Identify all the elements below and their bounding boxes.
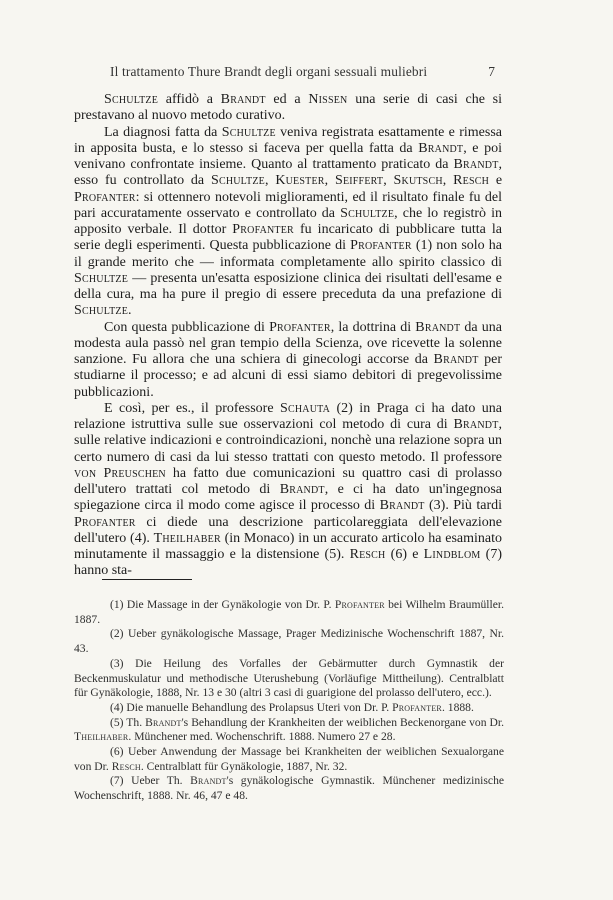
text-run: La diagnosi fatta da — [104, 124, 222, 140]
person-name: von Preuschen — [74, 465, 166, 481]
text-run: (3) Die Heilung des Vorfalles der Gebärmutter durch Gymnastik der Beckenmuskulatur und methodische Uterushebung (Vorläufige Mittheilung). Centralblatt für Gynäkologie, 1888, Nr. 13 e 30 (altri 3 casi di guarigione del prolasso dell'utero, ecc.). — [74, 656, 504, 700]
text-run: , — [264, 173, 276, 189]
main-text — [74, 92, 502, 580]
text-run: (4) Die manuelle Behandlung des Prolapsus Uteri von Dr. P. — [110, 700, 393, 714]
text-run: — presenta un'esatta esposizione clinica dei risultati dell'esame e della cura, ma ha pure il pregio di essere preceduta da una prefazione di — [74, 270, 502, 302]
text-run: , e poi venivano confrontate insieme. Quanto al trattamento praticato da — [74, 140, 502, 172]
person-name: Brandt — [220, 92, 266, 107]
footnote-4 — [74, 701, 504, 716]
text-run: ha fatto due comunicazioni su quattro casi di prolasso dell'utero trattati col metodo di — [74, 465, 502, 497]
person-name: Resch — [111, 759, 141, 773]
person-name: Schultze — [210, 173, 265, 189]
person-name: Skutsch — [393, 173, 443, 189]
footnote-1 — [74, 598, 504, 627]
person-name: Profanter — [74, 514, 136, 530]
running-title: Il trattamento Thure Brandt degli organi sessuali muliebri — [110, 64, 428, 79]
text-run: e — [489, 173, 503, 189]
person-name: Brandt — [145, 715, 182, 729]
person-name: Brandt — [379, 498, 425, 514]
text-run: (7) hanno sta- — [74, 547, 503, 579]
text-run: (7) Ueber Th. — [110, 774, 191, 788]
person-name: Profanter — [392, 700, 442, 714]
person-name: Resch — [349, 547, 386, 562]
text-run: da una modesta aula passò nel gran tempio della Scienza, ove ricevette la solenne sanzione. Fu allora che una schiera di ginecologi accorse da — [74, 319, 502, 367]
person-name: Schultze — [74, 303, 129, 319]
text-run: . Centralblatt für Gynäkologie, 1887, Nr. 32. — [140, 759, 348, 773]
footnote-3 — [74, 657, 504, 701]
text-run: 's Behandlung der Krankheiten der weiblichen Beckenorgane von Dr. — [181, 715, 504, 729]
text-run: , che lo registrò in apposito verbale. Il dottor — [74, 205, 502, 237]
text-run: (2) in Praga ci ha dato una relazione istruttiva sulle sue osservazioni col metodo di cura di — [74, 400, 503, 432]
person-name: Schultze — [221, 124, 276, 140]
footnote-5 — [74, 716, 504, 745]
text-run: . Münchener med. Wochenschrift. 1888. Numero 27 e 28. — [128, 730, 396, 744]
text-run: una serie di casi che si prestavano al nuovo metodo curativo. — [74, 92, 503, 124]
paragraph-1 — [74, 92, 502, 125]
text-run: : si ottennero notevoli miglioramenti, ed il risultato finale fu del pari accuratamente osservato e controllato da — [74, 189, 502, 221]
footnote-7 — [74, 774, 504, 803]
text-run: fu incaricato di pubblicare tutta la serie degli esperimenti. Questa pubblicazione di — [74, 222, 502, 254]
person-name: Nissen — [308, 92, 348, 107]
person-name: Lindblom — [423, 547, 481, 562]
text-run: ci diede una descrizione particolareggiata dell'elevazione dell'utero (4). — [74, 514, 502, 546]
footnote-6 — [74, 745, 504, 774]
text-run: , — [383, 173, 394, 189]
text-run: , sulle relative indicazioni e controindicazioni, nonchè una relazione sopra un certo numero di casi da lui stesso trattati con questo metodo. Il professore — [74, 417, 502, 465]
person-name: Brandt — [415, 319, 461, 335]
text-run: , e ci ha dato un'ingegnosa spiegazione circa il modo come agisce il processo di — [74, 482, 502, 514]
footnote-2 — [74, 627, 504, 656]
person-name: Profanter — [232, 222, 294, 237]
text-run: 's gynäkologische Gymnastik. Münchener medizinische Wochenschrift, 1888. Nr. 46, 47 e 48. — [74, 774, 505, 803]
paragraph-4 — [74, 401, 502, 580]
text-run: (2) Ueber gynäkologische Massage, Prager Medizinische Wochenschrift 1887, Nr. 43. — [74, 627, 504, 656]
person-name: Profanter — [350, 238, 412, 254]
text-run: , esso fu controllato da — [74, 157, 502, 189]
text-run: (5) Th. — [110, 715, 146, 729]
text-run: (1) non solo ha il grande merito che — informata completamente allo spirito classico di — [74, 238, 502, 270]
paragraph-3 — [74, 320, 502, 401]
person-name: Seiffert — [334, 173, 384, 189]
person-name: Brandt — [453, 157, 499, 172]
person-name: Profanter — [74, 189, 136, 205]
text-run: . — [128, 303, 132, 319]
text-run: E così, per es., il professore — [104, 400, 280, 416]
person-name: Brandt — [279, 482, 325, 497]
text-run: (6) Ueber Anwendung der Massage bei Krankheiten der weiblichen Sexualorgane von Dr. — [74, 745, 504, 773]
footnote-divider — [102, 579, 192, 580]
person-name: Schauta — [280, 400, 331, 416]
text-run: , la dottrina di — [330, 319, 416, 335]
text-run: (in Monaco) in un accurato articolo ha esaminato minutamente il massaggio e la distensione (5). — [74, 530, 502, 562]
text-run: , — [324, 173, 335, 189]
text-run: Con questa pubblicazione di — [104, 319, 270, 335]
text-run: bei Wilhelm Braumüller. 1887. — [74, 598, 504, 626]
person-name: Schultze — [104, 92, 159, 107]
footnotes — [74, 598, 504, 804]
text-run: veniva registrata esattamente e rimessa in apposita busta, e lo stesso si faceva per quella fatta da — [74, 124, 502, 156]
person-name: Brandt — [433, 352, 479, 367]
text-run: (6) e — [385, 547, 424, 562]
person-name: Schultze — [340, 205, 395, 221]
page-number: 7 — [488, 64, 495, 79]
text-run: . 1888. — [441, 700, 474, 714]
person-name: Schultze — [74, 270, 129, 286]
paragraph-2 — [74, 125, 502, 320]
text-run: , — [442, 173, 454, 189]
person-name: Brandt — [418, 140, 464, 156]
person-name: Kuester — [275, 173, 325, 189]
text-run: per studiarne il processo; e ad alcuni di essi siamo debitori di pregevolissime pubblicazioni. — [74, 352, 502, 400]
person-name: Theilhaber — [153, 530, 221, 546]
person-name: Brandt — [190, 774, 227, 788]
text-run: (1) Die Massage in der Gynäkologie von Dr. P. — [110, 598, 335, 611]
person-name: Profanter — [269, 319, 331, 335]
text-run: ed a — [265, 92, 309, 107]
person-name: Profanter — [334, 598, 385, 611]
person-name: Resch — [453, 173, 489, 189]
text-run: affidò a — [158, 92, 221, 107]
person-name: Brandt — [453, 417, 499, 432]
person-name: Theilhaber — [74, 730, 129, 744]
text-run: (3). Più tardi — [424, 498, 503, 514]
